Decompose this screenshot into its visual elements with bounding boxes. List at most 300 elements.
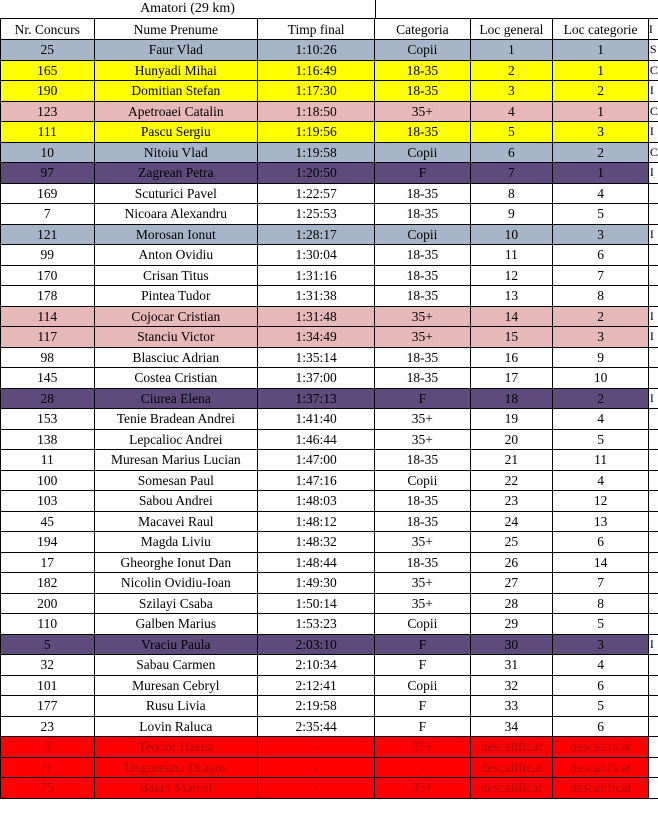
cell-categoria: F — [375, 163, 470, 184]
sheet-title: Amatori (29 km) — [0, 0, 376, 18]
cell-loc-general: 15 — [470, 327, 553, 348]
cell-timp-final: 2:10:34 — [258, 655, 375, 676]
cell-timp-final: 1:19:56 — [258, 122, 375, 143]
table-row — [1, 655, 658, 676]
cell-nr-concurs: 103 — [1, 491, 95, 512]
cell-timp-final: 1:10:26 — [258, 40, 375, 61]
cell-categoria: Copii — [375, 675, 470, 696]
results-table — [0, 18, 658, 799]
cell-nume-prenume: Ciurea Elena — [94, 388, 258, 409]
cell-extra — [648, 757, 658, 778]
cell-nume-prenume: Costea Cristian — [94, 368, 258, 389]
cell-nume-prenume: Crisan Titus — [94, 265, 258, 286]
cell-loc-categorie: 8 — [553, 593, 649, 614]
cell-nume-prenume: Magda Liviu — [94, 532, 258, 553]
cell-loc-general: 20 — [470, 429, 553, 450]
cell-nr-concurs: 194 — [1, 532, 95, 553]
table-row — [1, 81, 658, 102]
cell-nume-prenume: Lovin Raluca — [94, 716, 258, 737]
cell-categoria: 18-35 — [375, 60, 470, 81]
cell-loc-general: 16 — [470, 347, 553, 368]
cell-loc-general: 23 — [470, 491, 553, 512]
cell-timp-final: 1:28:17 — [258, 224, 375, 245]
cell-nr-concurs: 114 — [1, 306, 95, 327]
cell-categoria: Copii — [375, 224, 470, 245]
cell-nume-prenume: Faur Vlad — [94, 40, 258, 61]
cell-loc-general: 29 — [470, 614, 553, 635]
header-nr-concurs: Nr. Concurs — [1, 19, 95, 40]
table-row — [1, 634, 658, 655]
cell-nr-concurs: 45 — [1, 511, 95, 532]
header-extra: I — [648, 19, 658, 40]
table-row — [1, 573, 658, 594]
cell-timp-final: 1:17:30 — [258, 81, 375, 102]
cell-extra — [648, 552, 658, 573]
cell-nr-concurs: 169 — [1, 183, 95, 204]
cell-categoria: 18-35 — [375, 265, 470, 286]
cell-categoria: 18-35 — [375, 552, 470, 573]
cell-loc-general: 33 — [470, 696, 553, 717]
cell-categoria: 18-35 — [375, 347, 470, 368]
cell-nr-concurs: 153 — [1, 409, 95, 430]
cell-loc-categorie: descalificat — [553, 757, 649, 778]
cell-nume-prenume: Nitoiu Vlad — [94, 142, 258, 163]
cell-loc-categorie: 6 — [553, 675, 649, 696]
table-row — [1, 491, 658, 512]
header-loc-general: Loc general — [470, 19, 553, 40]
cell-loc-general: 19 — [470, 409, 553, 430]
cell-nume-prenume: Apetroaei Catalin — [94, 101, 258, 122]
cell-loc-categorie: 8 — [553, 286, 649, 307]
cell-nume-prenume: Balan Marcel — [94, 778, 258, 799]
table-row — [1, 511, 658, 532]
cell-loc-general: 32 — [470, 675, 553, 696]
cell-extra — [648, 593, 658, 614]
cell-loc-categorie: 10 — [553, 368, 649, 389]
table-row — [1, 163, 658, 184]
cell-loc-categorie: 7 — [553, 573, 649, 594]
cell-nr-concurs: 165 — [1, 60, 95, 81]
table-row — [1, 183, 658, 204]
cell-categoria: 35+ — [375, 409, 470, 430]
header-timp-final: Timp final — [258, 19, 375, 40]
cell-nume-prenume: Szilayi Csaba — [94, 593, 258, 614]
cell-loc-general: 11 — [470, 245, 553, 266]
table-row — [1, 347, 658, 368]
table-row — [1, 552, 658, 573]
cell-nume-prenume: Morosan Ionut — [94, 224, 258, 245]
cell-nume-prenume: Muresan Cebryl — [94, 675, 258, 696]
table-row — [1, 470, 658, 491]
table-row — [1, 450, 658, 471]
cell-loc-general: 22 — [470, 470, 553, 491]
header-nume-prenume: Nume Prenume — [94, 19, 258, 40]
cell-nr-concurs: 101 — [1, 675, 95, 696]
cell-categoria: 18-35 — [375, 491, 470, 512]
cell-nume-prenume: Somesan Paul — [94, 470, 258, 491]
table-row — [1, 778, 658, 799]
cell-nume-prenume: Vraciu Paula — [94, 634, 258, 655]
cell-categoria: - — [375, 757, 470, 778]
cell-extra — [648, 347, 658, 368]
cell-extra — [648, 778, 658, 799]
cell-loc-general: 21 — [470, 450, 553, 471]
results-body — [1, 40, 658, 799]
cell-nume-prenume: Galben Marius — [94, 614, 258, 635]
cell-categoria: Copii — [375, 142, 470, 163]
cell-timp-final: 2:12:41 — [258, 675, 375, 696]
cell-categoria: Copii — [375, 470, 470, 491]
cell-timp-final: 1:16:49 — [258, 60, 375, 81]
cell-loc-categorie: 11 — [553, 450, 649, 471]
cell-timp-final: 1:19:58 — [258, 142, 375, 163]
cell-categoria: 18-35 — [375, 204, 470, 225]
cell-nr-concurs: 25 — [1, 40, 95, 61]
cell-nume-prenume: Nicolin Ovidiu-Ioan — [94, 573, 258, 594]
cell-timp-final: - — [258, 737, 375, 758]
cell-loc-general: 7 — [470, 163, 553, 184]
cell-nr-concurs: 97 — [1, 163, 95, 184]
header-loc-categorie: Loc categorie — [553, 19, 649, 40]
cell-nr-concurs: 110 — [1, 614, 95, 635]
cell-extra — [648, 450, 658, 471]
cell-loc-general: 25 — [470, 532, 553, 553]
cell-nume-prenume: Blasciuc Adrian — [94, 347, 258, 368]
cell-loc-categorie: 4 — [553, 655, 649, 676]
cell-nr-concurs: 23 — [1, 716, 95, 737]
cell-loc-general: 3 — [470, 81, 553, 102]
cell-loc-categorie: descalificat — [553, 778, 649, 799]
cell-nr-concurs: 182 — [1, 573, 95, 594]
cell-loc-categorie: 3 — [553, 122, 649, 143]
cell-timp-final: 1:35:14 — [258, 347, 375, 368]
cell-nume-prenume: Pascu Sergiu — [94, 122, 258, 143]
cell-timp-final: - — [258, 778, 375, 799]
cell-loc-general: 12 — [470, 265, 553, 286]
cell-loc-general: 9 — [470, 204, 553, 225]
cell-timp-final: 2:03:10 — [258, 634, 375, 655]
cell-nume-prenume: Hunyadi Mihai — [94, 60, 258, 81]
cell-timp-final: 1:31:48 — [258, 306, 375, 327]
cell-nume-prenume: Zagrean Petra — [94, 163, 258, 184]
cell-loc-categorie: 4 — [553, 470, 649, 491]
cell-extra: I — [648, 122, 658, 143]
cell-loc-categorie: 6 — [553, 716, 649, 737]
table-row — [1, 716, 658, 737]
cell-nume-prenume: Rusu Livia — [94, 696, 258, 717]
cell-loc-categorie: 6 — [553, 245, 649, 266]
cell-loc-categorie: 2 — [553, 142, 649, 163]
cell-loc-general: descalificat — [470, 757, 553, 778]
cell-loc-categorie: 3 — [553, 634, 649, 655]
cell-extra — [648, 675, 658, 696]
cell-nr-concurs: 75 — [1, 778, 95, 799]
cell-extra — [648, 183, 658, 204]
cell-nr-concurs: 7 — [1, 204, 95, 225]
cell-categoria: 35+ — [375, 778, 470, 799]
cell-nume-prenume: Nicoara Alexandru — [94, 204, 258, 225]
cell-loc-general: 10 — [470, 224, 553, 245]
cell-categoria: 18-35 — [375, 450, 470, 471]
cell-categoria: 18-35 — [375, 122, 470, 143]
cell-loc-general: 34 — [470, 716, 553, 737]
cell-extra: I — [648, 306, 658, 327]
cell-timp-final: 1:48:32 — [258, 532, 375, 553]
cell-timp-final: 1:46:44 — [258, 429, 375, 450]
cell-nume-prenume: Scuturici Pavel — [94, 183, 258, 204]
table-row — [1, 142, 658, 163]
cell-loc-general: 6 — [470, 142, 553, 163]
cell-categoria: 18-35 — [375, 368, 470, 389]
cell-timp-final: 1:31:38 — [258, 286, 375, 307]
cell-extra — [648, 573, 658, 594]
cell-loc-categorie: 1 — [553, 40, 649, 61]
cell-loc-categorie: 12 — [553, 491, 649, 512]
cell-loc-categorie: 3 — [553, 327, 649, 348]
cell-timp-final: 1:25:53 — [258, 204, 375, 225]
cell-loc-general: 28 — [470, 593, 553, 614]
cell-loc-categorie: 3 — [553, 224, 649, 245]
cell-timp-final: 1:49:30 — [258, 573, 375, 594]
table-row — [1, 388, 658, 409]
cell-nr-concurs: 28 — [1, 388, 95, 409]
cell-categoria: 35+ — [375, 532, 470, 553]
cell-extra — [648, 470, 658, 491]
cell-categoria: 35+ — [375, 306, 470, 327]
cell-loc-general: descalificat — [470, 737, 553, 758]
table-row — [1, 265, 658, 286]
cell-loc-categorie: 13 — [553, 511, 649, 532]
cell-categoria: 18-35 — [375, 183, 470, 204]
cell-nr-concurs: 177 — [1, 696, 95, 717]
cell-timp-final: 1:48:12 — [258, 511, 375, 532]
cell-timp-final: 1:48:03 — [258, 491, 375, 512]
cell-categoria: 35+ — [375, 101, 470, 122]
cell-timp-final: 2:35:44 — [258, 716, 375, 737]
cell-nume-prenume: Anton Ovidiu — [94, 245, 258, 266]
cell-timp-final: 1:47:16 — [258, 470, 375, 491]
cell-extra — [648, 409, 658, 430]
cell-nume-prenume: Pintea Tudor — [94, 286, 258, 307]
cell-nume-prenume: Tenie Bradean Andrei — [94, 409, 258, 430]
cell-categoria: F — [375, 655, 470, 676]
cell-categoria: 18-35 — [375, 286, 470, 307]
table-row — [1, 429, 658, 450]
cell-nume-prenume: Sabou Andrei — [94, 491, 258, 512]
cell-nr-concurs: 121 — [1, 224, 95, 245]
cell-nr-concurs: 98 — [1, 347, 95, 368]
cell-nume-prenume: Macavei Raul — [94, 511, 258, 532]
cell-loc-categorie: 5 — [553, 204, 649, 225]
cell-timp-final: 2:19:58 — [258, 696, 375, 717]
cell-loc-categorie: 5 — [553, 614, 649, 635]
cell-timp-final: 1:53:23 — [258, 614, 375, 635]
table-row — [1, 224, 658, 245]
cell-nr-concurs: 170 — [1, 265, 95, 286]
cell-extra — [648, 204, 658, 225]
cell-loc-categorie: 14 — [553, 552, 649, 573]
table-row — [1, 245, 658, 266]
cell-loc-general: 14 — [470, 306, 553, 327]
cell-nr-concurs: 11 — [1, 450, 95, 471]
table-row — [1, 40, 658, 61]
cell-nume-prenume: Ungureanu Dragos — [94, 757, 258, 778]
cell-loc-general: 27 — [470, 573, 553, 594]
cell-nr-concurs: 17 — [1, 552, 95, 573]
cell-timp-final: 1:30:04 — [258, 245, 375, 266]
cell-loc-general: 8 — [470, 183, 553, 204]
table-row — [1, 757, 658, 778]
cell-loc-general: 17 — [470, 368, 553, 389]
cell-nume-prenume: Lepcalioc Andrei — [94, 429, 258, 450]
cell-nr-concurs: 145 — [1, 368, 95, 389]
cell-timp-final: 1:31:16 — [258, 265, 375, 286]
table-row — [1, 593, 658, 614]
cell-extra — [648, 532, 658, 553]
cell-timp-final: 1:18:50 — [258, 101, 375, 122]
cell-extra: I — [648, 81, 658, 102]
cell-extra — [648, 737, 658, 758]
cell-nr-concurs: 123 — [1, 101, 95, 122]
cell-extra — [648, 245, 658, 266]
cell-nr-concurs: 190 — [1, 81, 95, 102]
cell-loc-general: 1 — [470, 40, 553, 61]
cell-nr-concurs: 178 — [1, 286, 95, 307]
header-categoria: Categoria — [375, 19, 470, 40]
cell-extra — [648, 286, 658, 307]
cell-categoria: 35+ — [375, 573, 470, 594]
cell-timp-final: 1:22:57 — [258, 183, 375, 204]
table-row — [1, 306, 658, 327]
cell-nume-prenume: Muresan Marius Lucian — [94, 450, 258, 471]
cell-loc-categorie: 2 — [553, 388, 649, 409]
cell-loc-general: descalificat — [470, 778, 553, 799]
table-row — [1, 696, 658, 717]
cell-loc-general: 5 — [470, 122, 553, 143]
table-row — [1, 409, 658, 430]
cell-nume-prenume: Teodor Hasna — [94, 737, 258, 758]
cell-loc-general: 2 — [470, 60, 553, 81]
cell-timp-final: - — [258, 757, 375, 778]
cell-nr-concurs: 100 — [1, 470, 95, 491]
cell-categoria: F — [375, 388, 470, 409]
cell-extra — [648, 429, 658, 450]
cell-nr-concurs: 200 — [1, 593, 95, 614]
cell-loc-general: 24 — [470, 511, 553, 532]
cell-categoria: Copii — [375, 40, 470, 61]
cell-loc-categorie: 2 — [553, 306, 649, 327]
cell-nr-concurs: 9 — [1, 757, 95, 778]
cell-nr-concurs: 32 — [1, 655, 95, 676]
cell-categoria: F — [375, 696, 470, 717]
cell-categoria: 35+ — [375, 429, 470, 450]
cell-extra: C — [648, 101, 658, 122]
cell-loc-categorie: 1 — [553, 60, 649, 81]
cell-loc-categorie: 1 — [553, 163, 649, 184]
cell-categoria: 18-35 — [375, 245, 470, 266]
cell-extra: C — [648, 60, 658, 81]
cell-loc-categorie: 6 — [553, 532, 649, 553]
cell-categoria: Copii — [375, 614, 470, 635]
cell-loc-categorie: 4 — [553, 183, 649, 204]
cell-categoria: 35+ — [375, 737, 470, 758]
table-row — [1, 368, 658, 389]
cell-extra: C — [648, 142, 658, 163]
cell-extra — [648, 716, 658, 737]
header-row — [1, 19, 658, 40]
table-row — [1, 737, 658, 758]
cell-loc-general: 18 — [470, 388, 553, 409]
cell-extra — [648, 265, 658, 286]
cell-nume-prenume: Gheorghe Ionut Dan — [94, 552, 258, 573]
cell-timp-final: 1:48:44 — [258, 552, 375, 573]
cell-nume-prenume: Sabau Carmen — [94, 655, 258, 676]
cell-timp-final: 1:37:13 — [258, 388, 375, 409]
cell-loc-categorie: 5 — [553, 429, 649, 450]
cell-loc-categorie: 4 — [553, 409, 649, 430]
cell-categoria: 18-35 — [375, 511, 470, 532]
cell-extra — [648, 655, 658, 676]
cell-nr-concurs: 111 — [1, 122, 95, 143]
cell-nr-concurs: 117 — [1, 327, 95, 348]
table-row — [1, 204, 658, 225]
table-row — [1, 286, 658, 307]
table-row — [1, 327, 658, 348]
cell-extra: I — [648, 163, 658, 184]
cell-categoria: 18-35 — [375, 81, 470, 102]
cell-categoria: 35+ — [375, 593, 470, 614]
cell-loc-categorie: 2 — [553, 81, 649, 102]
cell-loc-categorie: descalificat — [553, 737, 649, 758]
cell-loc-categorie: 5 — [553, 696, 649, 717]
cell-timp-final: 1:50:14 — [258, 593, 375, 614]
table-row — [1, 532, 658, 553]
cell-timp-final: 1:41:40 — [258, 409, 375, 430]
cell-loc-general: 13 — [470, 286, 553, 307]
cell-nr-concurs: 138 — [1, 429, 95, 450]
cell-nume-prenume: Domitian Stefan — [94, 81, 258, 102]
cell-extra — [648, 491, 658, 512]
cell-loc-categorie: 1 — [553, 101, 649, 122]
cell-timp-final: 1:20:50 — [258, 163, 375, 184]
table-row — [1, 60, 658, 81]
cell-extra — [648, 696, 658, 717]
table-row — [1, 101, 658, 122]
cell-timp-final: 1:34:49 — [258, 327, 375, 348]
cell-extra: S — [648, 40, 658, 61]
cell-loc-general: 31 — [470, 655, 553, 676]
cell-timp-final: 1:47:00 — [258, 450, 375, 471]
cell-categoria: F — [375, 634, 470, 655]
cell-nume-prenume: Cojocar Cristian — [94, 306, 258, 327]
cell-loc-general: 4 — [470, 101, 553, 122]
cell-nr-concurs: 3 — [1, 737, 95, 758]
cell-timp-final: 1:37:00 — [258, 368, 375, 389]
table-row — [1, 675, 658, 696]
cell-nr-concurs: 5 — [1, 634, 95, 655]
cell-extra: I — [648, 388, 658, 409]
cell-categoria: F — [375, 716, 470, 737]
cell-extra: I — [648, 224, 658, 245]
table-row — [1, 122, 658, 143]
cell-extra: I — [648, 634, 658, 655]
cell-categoria: 35+ — [375, 327, 470, 348]
cell-nume-prenume: Stanciu Victor — [94, 327, 258, 348]
cell-extra — [648, 614, 658, 635]
cell-loc-categorie: 7 — [553, 265, 649, 286]
cell-loc-general: 30 — [470, 634, 553, 655]
cell-nr-concurs: 10 — [1, 142, 95, 163]
